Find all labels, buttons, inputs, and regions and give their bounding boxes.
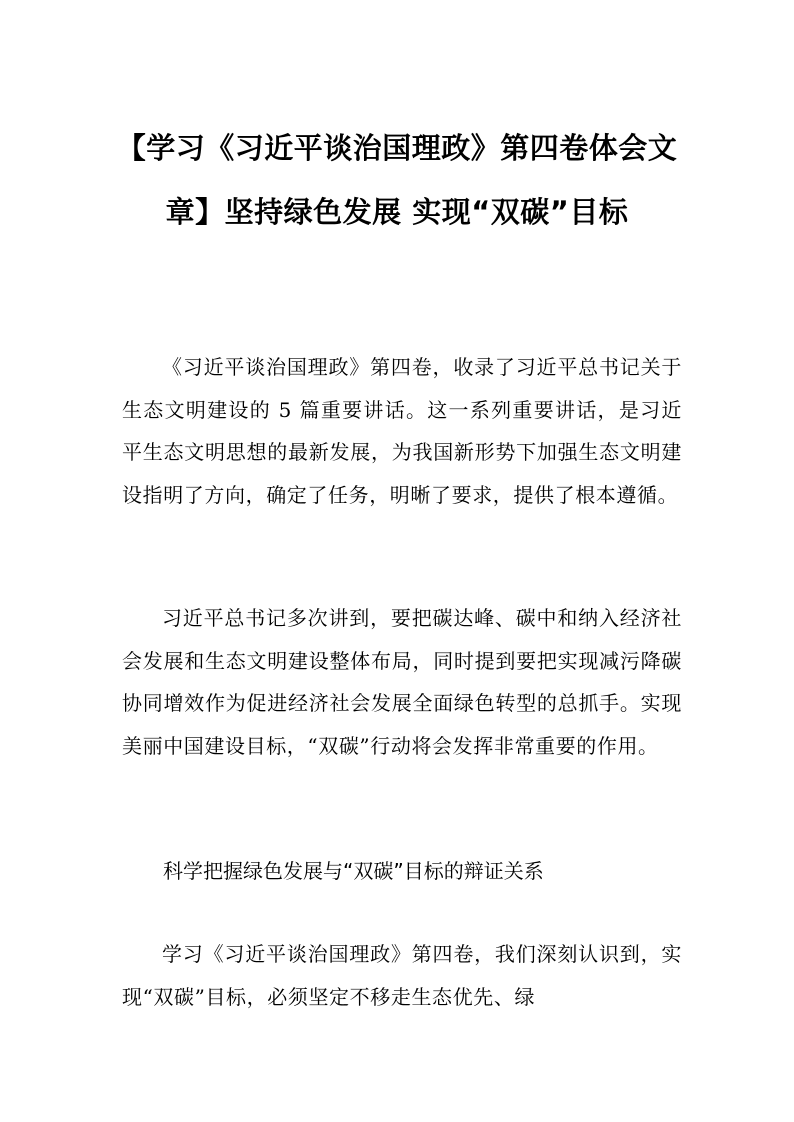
body-paragraph-2: 习近平总书记多次讲到，要把碳达峰、碳中和纳入经济社会发展和生态文明建设整体布局，同时提到要把实现减污降碳协同增效作为促进经济社会发展全面绿色转型的总抓手。实现美丽中国建设目标，“双碳”行动将会发挥非常重要的作用。 — [122, 606, 682, 758]
section-heading: 科学把握绿色发展与“双碳”目标的辩证关系 — [163, 859, 544, 883]
document-title-line-1: 【学习《习近平谈治国理政》第四卷体会文 — [116, 131, 678, 165]
section-paragraph: 学习《习近平谈治国理政》第四卷，我们深刻认识到，实现“双碳”目标，必须坚定不移走生态优先、绿 — [122, 942, 682, 1009]
document-title-line-2: 章】坚持绿色发展 实现“双碳”目标 — [165, 195, 629, 229]
body-paragraph-1: 《习近平谈治国理政》第四卷，收录了习近平总书记关于生态文明建设的 5 篇重要讲话。这一系列重要讲话，是习近平生态文明思想的最新发展，为我国新形势下加强生态文明建设指明了方向，确定了任务，明晰了要求，提供了根本遵循。 — [122, 355, 682, 507]
